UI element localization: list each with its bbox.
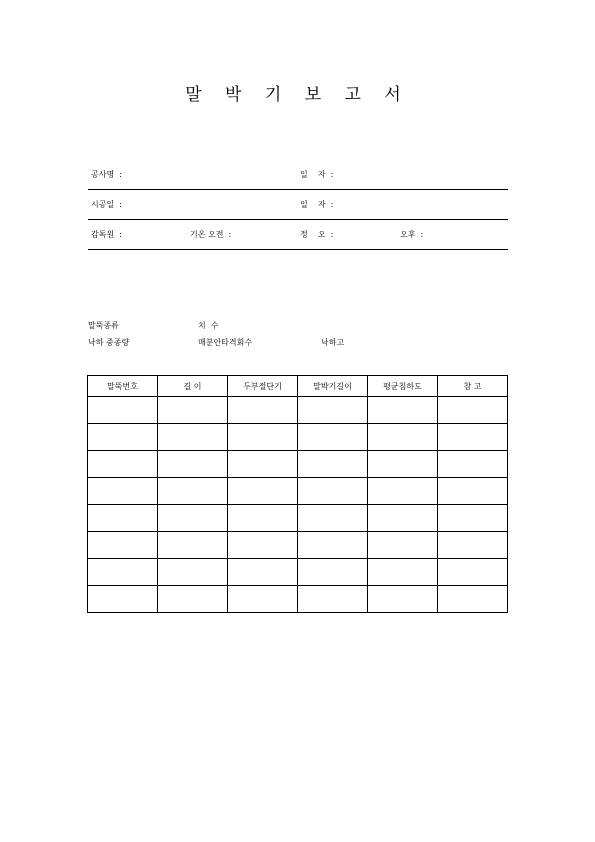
table-cell[interactable] [298, 586, 368, 613]
table-cell[interactable] [368, 478, 438, 505]
table-cell[interactable] [438, 451, 508, 478]
table-cell[interactable] [438, 532, 508, 559]
table-cell[interactable] [228, 532, 298, 559]
table-row [88, 505, 508, 532]
table-cell[interactable] [158, 397, 228, 424]
table-row [88, 532, 508, 559]
table-header-row [88, 376, 508, 397]
table-cell[interactable] [298, 451, 368, 478]
table-cell[interactable] [368, 559, 438, 586]
blows-per-minute-label: 매분안타격회수 [198, 338, 253, 347]
table-row [88, 478, 508, 505]
table-cell[interactable] [88, 559, 158, 586]
construction-date-label: 시공일 : [91, 200, 122, 209]
header-row-project [88, 159, 508, 190]
table-cell[interactable] [368, 451, 438, 478]
project-name-label: 공사명 : [91, 170, 122, 179]
header-head-cut: 두부절단기 [228, 376, 298, 397]
table-cell[interactable] [88, 478, 158, 505]
header-row-construction [88, 189, 508, 220]
weather-morning-label: 기온 오전 : [190, 230, 232, 239]
table-cell[interactable] [368, 586, 438, 613]
table-cell[interactable] [158, 451, 228, 478]
table-cell[interactable] [158, 505, 228, 532]
pile-type-label: 말뚝종류 [88, 321, 119, 330]
table-cell[interactable] [228, 478, 298, 505]
table-cell[interactable] [228, 505, 298, 532]
table-cell[interactable] [298, 478, 368, 505]
table-cell[interactable] [368, 397, 438, 424]
table-cell[interactable] [438, 559, 508, 586]
table-cell[interactable] [368, 505, 438, 532]
table-cell[interactable] [438, 478, 508, 505]
table-cell[interactable] [158, 424, 228, 451]
table-cell[interactable] [158, 586, 228, 613]
table-cell[interactable] [438, 424, 508, 451]
header-length: 길 이 [158, 376, 228, 397]
table-cell[interactable] [438, 505, 508, 532]
hammer-weight-label: 낙하 중종량 [88, 338, 130, 347]
table-cell[interactable] [158, 559, 228, 586]
table-cell[interactable] [368, 532, 438, 559]
table-row [88, 397, 508, 424]
table-cell[interactable] [88, 586, 158, 613]
table-cell[interactable] [158, 478, 228, 505]
table-cell[interactable] [228, 586, 298, 613]
table-cell[interactable] [298, 424, 368, 451]
pile-record-table [87, 375, 508, 613]
table-cell[interactable] [88, 397, 158, 424]
header-driven-length: 말박기길이 [298, 376, 368, 397]
date-label-1: 일 자 : [300, 170, 334, 179]
table-cell[interactable] [88, 451, 158, 478]
table-cell[interactable] [228, 397, 298, 424]
date-label-2: 일 자 : [300, 200, 334, 209]
table-cell[interactable] [298, 505, 368, 532]
table-cell[interactable] [88, 532, 158, 559]
table-cell[interactable] [228, 559, 298, 586]
table-cell[interactable] [368, 424, 438, 451]
drop-height-label: 낙하고 [321, 338, 345, 347]
header-row-conditions [88, 219, 508, 250]
table-cell[interactable] [88, 424, 158, 451]
table-cell[interactable] [88, 505, 158, 532]
supervisor-label: 감독원 : [91, 230, 122, 239]
header-avg-settlement: 평균침하도 [368, 376, 438, 397]
table-row [88, 559, 508, 586]
table-cell[interactable] [228, 451, 298, 478]
table-cell[interactable] [298, 532, 368, 559]
report-title: 말 박 기 보 고 서 [185, 85, 410, 105]
table-cell[interactable] [438, 586, 508, 613]
table-row [88, 424, 508, 451]
table-cell[interactable] [438, 397, 508, 424]
table-cell[interactable] [228, 424, 298, 451]
afternoon-label: 오후 : [400, 230, 424, 239]
noon-label: 정 오 : [300, 230, 334, 239]
table-row [88, 451, 508, 478]
dimension-label: 치 수 [198, 321, 219, 330]
table-cell[interactable] [298, 397, 368, 424]
table-cell[interactable] [298, 559, 368, 586]
header-pile-number: 말뚝번호 [88, 376, 158, 397]
table-row [88, 586, 508, 613]
header-remarks: 참 고 [438, 376, 508, 397]
table-cell[interactable] [158, 532, 228, 559]
